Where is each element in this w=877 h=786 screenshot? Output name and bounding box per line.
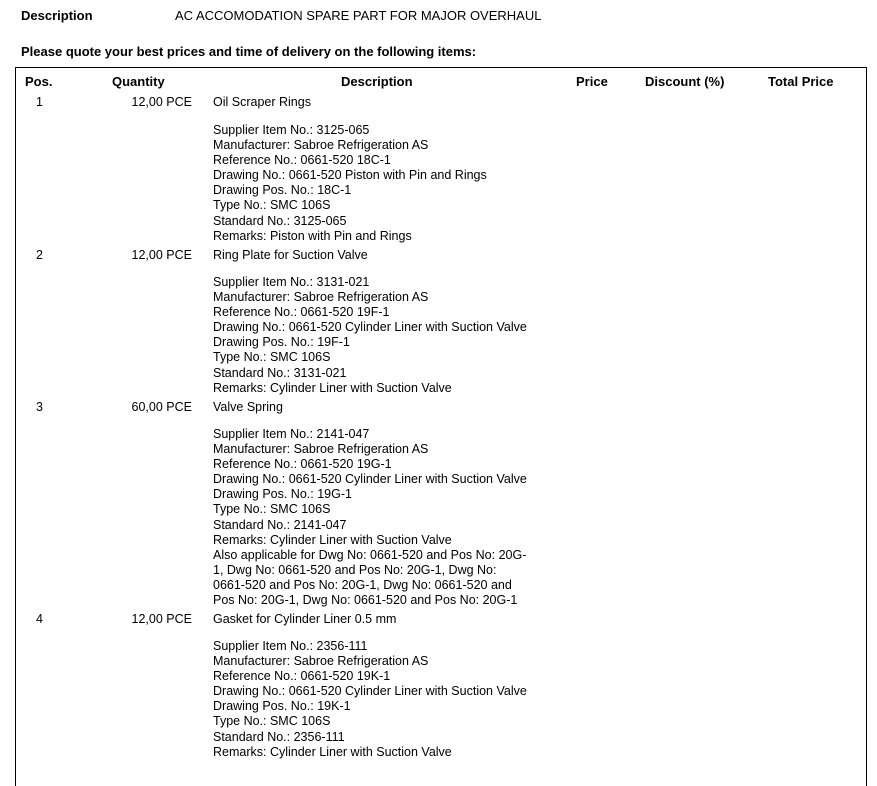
detail-line: Reference No.: 0661-520 19G-1 <box>213 457 392 472</box>
row-quantity: 60,00 PCE <box>131 400 192 414</box>
detail-line: 1, Dwg No: 0661-520 and Pos No: 20G-1, Dwg No: <box>213 562 497 577</box>
row-item-name: Ring Plate for Suction Valve <box>213 248 368 262</box>
detail-line: Type No.: SMC 106S <box>213 350 331 365</box>
row-details <box>213 427 553 608</box>
column-header-price: Price <box>576 74 608 89</box>
detail-line: Remarks: Cylinder Liner with Suction Valve <box>213 532 452 547</box>
row-pos: 3 <box>36 400 43 414</box>
detail-line: Standard No.: 2141-047 <box>213 517 347 532</box>
detail-line: Remarks: Cylinder Liner with Suction Valve <box>213 744 452 759</box>
detail-line: 0661-520 and Pos No: 20G-1, Dwg No: 0661-520 and <box>213 577 512 592</box>
column-header-description: Description <box>341 74 413 89</box>
detail-line: Also applicable for Dwg No: 0661-520 and Pos No: 20G- <box>213 547 527 562</box>
detail-line: Remarks: Piston with Pin and Rings <box>213 228 412 243</box>
detail-line: Drawing Pos. No.: 18C-1 <box>213 183 352 198</box>
description-label: Description <box>21 8 93 23</box>
row-details <box>213 123 553 244</box>
detail-line: Drawing No.: 0661-520 Cylinder Liner with Suction Valve <box>213 320 527 335</box>
detail-line: Reference No.: 0661-520 19K-1 <box>213 669 391 684</box>
row-quantity: 12,00 PCE <box>131 248 192 262</box>
detail-line: Manufacturer: Sabroe Refrigeration AS <box>213 442 429 457</box>
quote-instruction: Please quote your best prices and time of delivery on the following items: <box>21 44 477 59</box>
row-details <box>213 275 553 396</box>
detail-line: Reference No.: 0661-520 18C-1 <box>213 153 391 168</box>
row-pos: 2 <box>36 248 43 262</box>
column-header-total-price: Total Price <box>768 74 834 89</box>
detail-line: Drawing Pos. No.: 19G-1 <box>213 487 352 502</box>
detail-line: Reference No.: 0661-520 19F-1 <box>213 305 390 320</box>
detail-line: Supplier Item No.: 3131-021 <box>213 275 370 289</box>
row-item-name: Gasket for Cylinder Liner 0.5 mm <box>213 612 397 626</box>
detail-line: Pos No: 20G-1, Dwg No: 0661-520 and Pos No: 20G-1 <box>213 593 518 608</box>
column-header-quantity: Quantity <box>112 74 165 89</box>
column-header-pos: Pos. <box>25 74 53 89</box>
detail-line: Supplier Item No.: 2356-111 <box>213 639 368 653</box>
detail-line: Type No.: SMC 106S <box>213 198 331 213</box>
row-details <box>213 639 553 760</box>
detail-line: Drawing No.: 0661-520 Piston with Pin and Rings <box>213 168 487 183</box>
row-quantity: 12,00 PCE <box>131 95 192 109</box>
row-pos: 1 <box>36 95 43 109</box>
detail-line: Drawing Pos. No.: 19F-1 <box>213 335 350 350</box>
detail-line: Standard No.: 3131-021 <box>213 365 347 380</box>
row-pos: 4 <box>36 612 43 626</box>
column-header-discount: Discount (%) <box>645 74 725 89</box>
detail-line: Manufacturer: Sabroe Refrigeration AS <box>213 138 429 153</box>
row-item-name: Oil Scraper Rings <box>213 95 311 109</box>
detail-line: Manufacturer: Sabroe Refrigeration AS <box>213 654 429 669</box>
detail-line: Type No.: SMC 106S <box>213 714 331 729</box>
detail-line: Drawing Pos. No.: 19K-1 <box>213 699 351 714</box>
detail-line: Standard No.: 2356-111 <box>213 729 345 744</box>
detail-line: Supplier Item No.: 2141-047 <box>213 427 370 441</box>
row-quantity: 12,00 PCE <box>131 612 192 626</box>
detail-line: Manufacturer: Sabroe Refrigeration AS <box>213 290 429 305</box>
description-value: AC ACCOMODATION SPARE PART FOR MAJOR OVERHAUL <box>175 8 542 23</box>
detail-line: Standard No.: 3125-065 <box>213 213 347 228</box>
detail-line: Drawing No.: 0661-520 Cylinder Liner with Suction Valve <box>213 684 527 699</box>
row-item-name: Valve Spring <box>213 400 283 414</box>
detail-line: Drawing No.: 0661-520 Cylinder Liner with Suction Valve <box>213 472 527 487</box>
detail-line: Type No.: SMC 106S <box>213 502 331 517</box>
detail-line: Supplier Item No.: 3125-065 <box>213 123 370 137</box>
detail-line: Remarks: Cylinder Liner with Suction Valve <box>213 380 452 395</box>
